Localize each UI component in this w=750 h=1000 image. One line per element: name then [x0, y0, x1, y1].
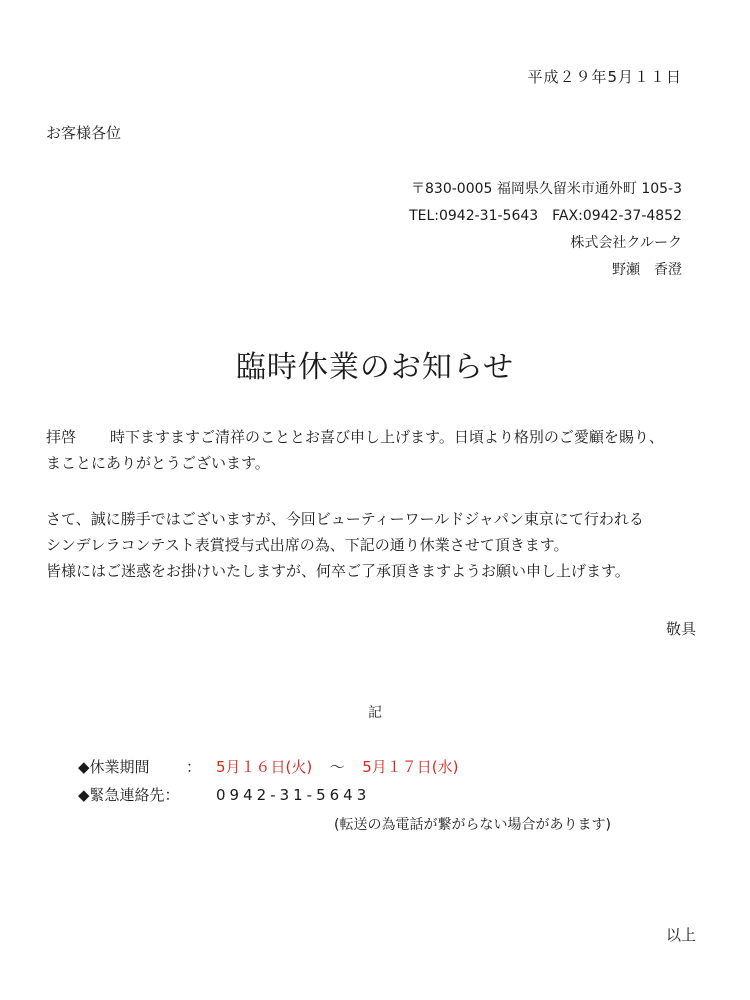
ki-heading: 記 — [368, 705, 382, 721]
sender-contact: TEL:0942-31-5643 FAX:0942-37-4852 — [409, 208, 682, 224]
greeting-text-1: 時下ますますご清祥のこととお喜び申し上げます。日頃より格別のご愛顧を賜り、 — [110, 428, 664, 446]
contact-phone: 0942-31-5643 — [216, 786, 371, 804]
sender-company: 株式会社クルーク — [570, 235, 682, 251]
forwarding-note: (転送の為電話が繋がらない場合があります) — [334, 817, 611, 833]
addressee: お客様各位 — [46, 124, 122, 142]
notice-paragraph — [46, 506, 706, 584]
greeting-paragraph — [46, 424, 706, 476]
greeting-line-2: まことにありがとうございます。 — [46, 454, 270, 472]
opening-word: 拝啓 — [46, 428, 77, 446]
document-date: 平成２９年5月１１日 — [527, 68, 682, 86]
holiday-end-date: 5月１７日(水) — [362, 758, 459, 776]
contact-label: ◆緊急連絡先： — [78, 786, 180, 804]
sender-address: 〒830-0005 福岡県久留米市通外町 105-3 — [411, 181, 682, 197]
emergency-contact-row — [78, 784, 370, 805]
holiday-label: ◆休業期間 — [78, 758, 150, 776]
sender-person: 野瀬 香澄 — [612, 262, 682, 278]
holiday-tilde: ～ — [329, 758, 345, 776]
ending-word: 以上 — [665, 926, 696, 944]
holiday-period-row — [78, 756, 459, 777]
closing-word: 敬具 — [665, 620, 696, 638]
document-title: 臨時休業のお知らせ — [235, 350, 515, 385]
holiday-start-date: 5月１６日(火) — [216, 758, 313, 776]
notice-line-3: 皆様にはご迷惑をお掛けいたしますが、何卒ご了承頂きますようお願い申し上げます。 — [46, 562, 630, 580]
sender-block — [409, 176, 682, 284]
notice-line-1: さて、誠に勝手ではございますが、今回ビューティーワールドジャパン東京にて行われる — [46, 510, 644, 528]
greeting-line-1 — [46, 424, 706, 450]
holiday-colon: ： — [186, 758, 202, 776]
notice-line-2: シンデレラコンテスト表賞授与式出席の為、下記の通り休業させて頂きます。 — [46, 536, 569, 554]
